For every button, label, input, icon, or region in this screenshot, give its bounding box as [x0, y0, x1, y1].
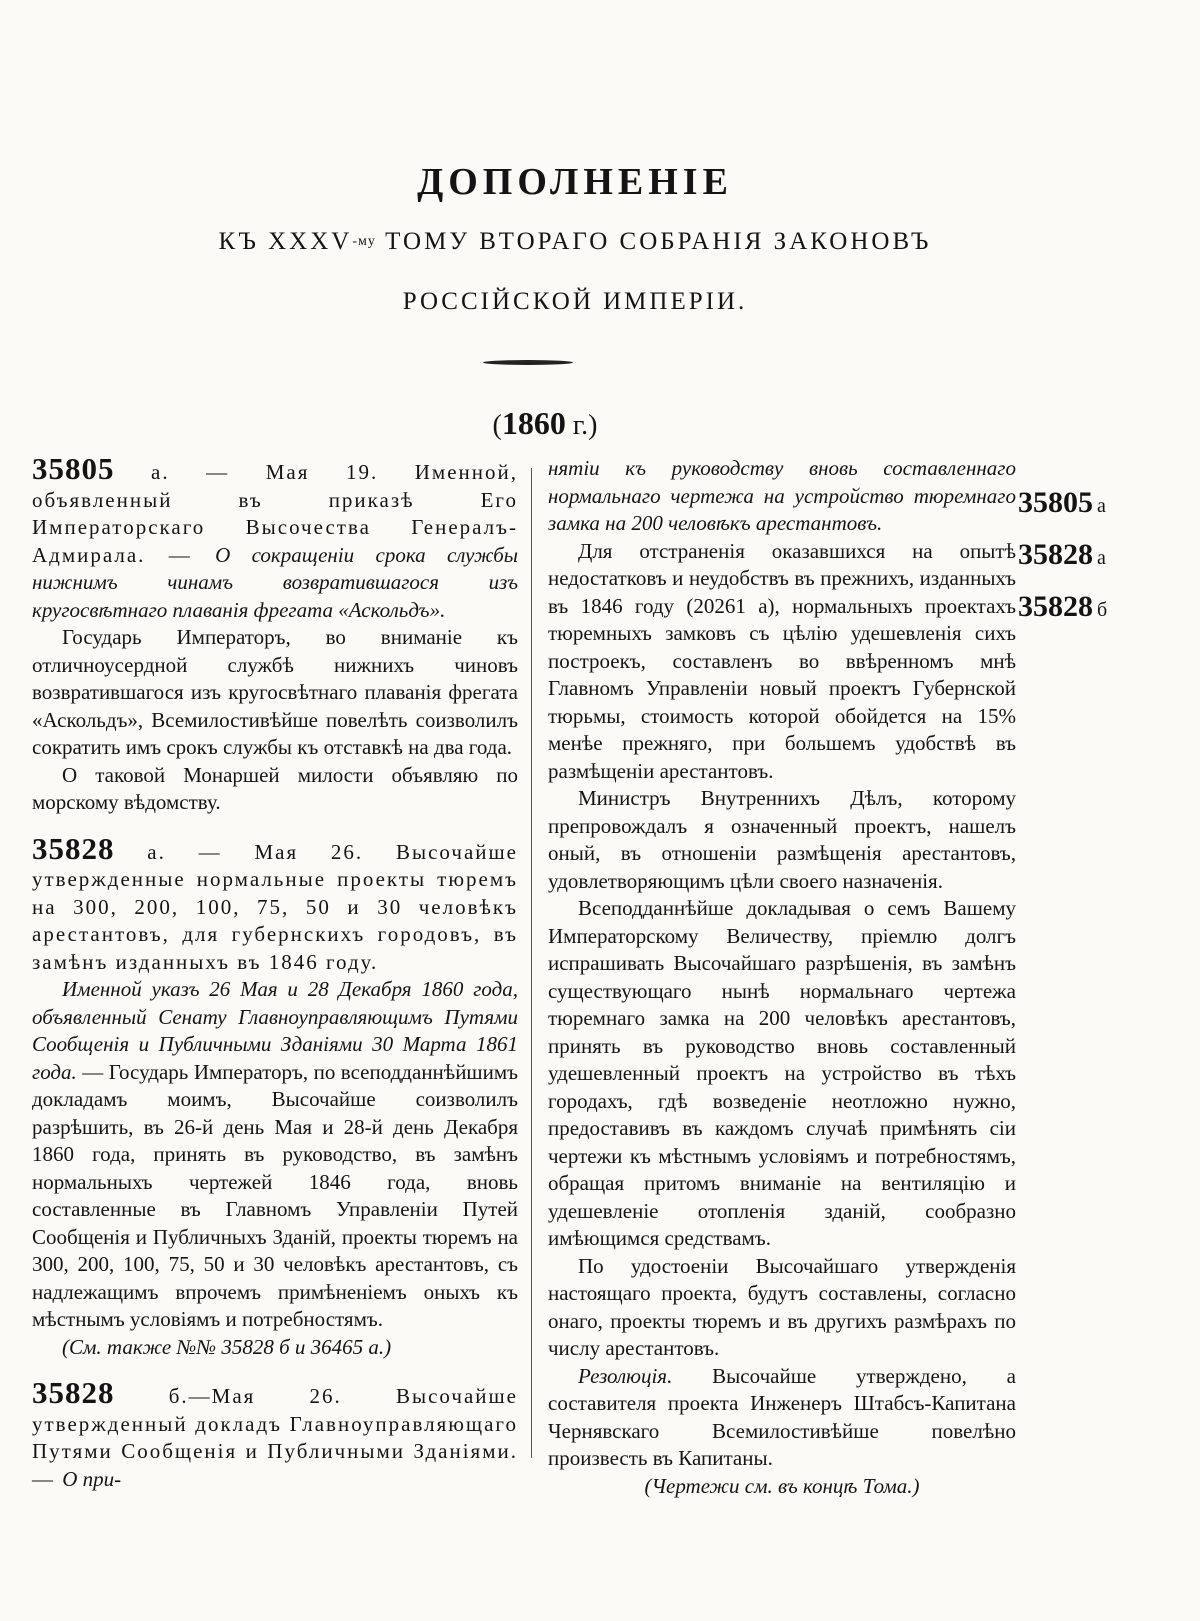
entry-heading-text: а. — Мая 19. Именной, объявленный въ приказѣ Его Императорскаго Высочества Генералъ-Адмирала. —	[32, 460, 518, 567]
subtitle-prefix: КЪ XXXV	[218, 228, 353, 255]
margin-number-suffix: а	[1097, 495, 1106, 517]
entry-number: 35828	[32, 1375, 115, 1410]
subtitle-superscript: -му	[352, 234, 376, 249]
year-heading	[0, 405, 1090, 442]
see-also-note	[32, 1334, 518, 1362]
entry-number: 35828	[32, 830, 115, 866]
decree-paragraph	[32, 976, 518, 1334]
margin-number-value: 35828	[1018, 590, 1093, 623]
entry-heading-text: б.—Мая 26. Высочайше утвержденный докладъ Главноуправляющаго Путями Сообщенія и Публичными Зданіями.—	[32, 1384, 518, 1491]
resolution-text: Высочайше утверждено, а составителя проекта Инженеръ Штабсъ-Капитана Чернявскаго Всемилостивѣйше повелѣно произвесть въ Капитаны.	[548, 1363, 1016, 1470]
entry-35828a-heading	[32, 830, 518, 977]
entry-35805a-heading	[32, 451, 518, 624]
right-column	[548, 455, 1016, 1500]
drawings-note-text: (Чертежи см. въ концѣ Тома.)	[644, 1473, 920, 1498]
page-title: ДОПОЛНЕНІЕ	[417, 161, 733, 203]
decree-body: — Государь Императоръ, по всеподданнѣйшимъ докладамъ моимъ, Высочайше соизволилъ разрѣшить, въ 26-й день Мая и 28-й день Декабря 1860 года, принять въ руководство, въ замѣнъ нормальныхъ чертежей 1846 года, вновь составленные въ Главномъ Управленіи Путей Сообщенія и Публичныхъ Зданій, проекты тюремъ на 300, 200, 100, 75, 50 и 30 человѣкъ арестантовъ, съ надлежащимъ впрочемъ примѣненіемъ оныхъ къ мѣстнымъ условіямъ и потребностямъ.	[32, 1059, 518, 1331]
subtitle-line-1	[0, 228, 1150, 256]
margin-number-suffix: а	[1097, 547, 1106, 569]
paragraph: Министръ Внутреннихъ Дѣлъ, которому препровождалъ я означенный проектъ, нашелъ оный, въ отношеніи размѣщенія арестантовъ, удовлетворяющимъ цѣли своего назначенія.	[548, 786, 1016, 893]
margin-number-value: 35805	[1018, 486, 1093, 519]
year-value: 1860	[501, 405, 566, 441]
entry-heading-text: а. — Мая 26. Высочайше утвержденные нормальные проекты тюремъ на 300, 200, 100, 75, 50 и 30 человѣкъ арестантовъ, для губернскихъ городовъ, въ замѣнъ изданныхъ въ 1846 году.	[32, 839, 518, 974]
paragraph: Государь Императоръ, во вниманіе къ отличноусердной службѣ нижнихъ чиновъ возвратившагося изъ кругосвѣтнаго плаванія фрегата «Аскольдъ», Всемилостивѣйше повелѣть соизволилъ сократить имъ срокъ службы къ отставкѣ на два года.	[32, 625, 518, 759]
subtitle-line-2: РОССІЙСКОЙ ИМПЕРІИ.	[402, 288, 748, 315]
paragraph: По удостоеніи Высочайшаго утвержденія настоящаго проекта, будутъ составлены, согласно онаго, проекты тюремъ и въ другихъ размѣрахъ по числу арестантовъ.	[548, 1253, 1016, 1360]
resolution-label: Резолюція.	[578, 1363, 673, 1388]
decree-italic: Именной указъ 26 Мая и 28 Декабря 1860 года, объявленный Сенату Главноуправляющимъ Путями Сообщенія и Публичными Зданіями 30 Марта 1861 года.	[32, 977, 518, 1084]
subtitle-rest: ТОМУ ВТОРАГО СОБРАНІЯ ЗАКОНОВЪ	[375, 228, 932, 255]
entry-35828b-heading	[32, 1375, 518, 1493]
drawings-note	[548, 1473, 1016, 1501]
continued-title	[548, 455, 1016, 538]
column-divider	[531, 468, 532, 1458]
margin-number	[1018, 590, 1107, 624]
ornamental-rule	[483, 360, 573, 365]
left-column	[32, 451, 518, 1493]
year-close: г.)	[565, 410, 598, 441]
see-also-text: (См. также №№ 35828 б и 36465 а.)	[62, 1334, 392, 1359]
margin-number-value: 35828	[1018, 538, 1093, 571]
continued-title-italic: нятіи къ руководству вновь составленнаго нормальнаго чертежа на устройство тюремнаго замка на 200 человѣкъ арестантовъ.	[548, 456, 1016, 535]
margin-number	[1018, 538, 1106, 572]
year-open: (	[492, 410, 502, 441]
margin-number-suffix: б	[1097, 599, 1108, 621]
entry-number: 35805	[32, 451, 115, 486]
resolution-paragraph	[548, 1363, 1016, 1473]
entry-title-italic: О при-	[62, 1466, 122, 1491]
entry-title-italic: О сокращеніи срока службы нижнимъ чинамъ возвратившагося изъ кругосвѣтнаго плаванія фрегата «Аскольдъ».	[32, 542, 518, 622]
paragraph: О таковой Монаршей милости объявляю по морскому вѣдомству.	[32, 762, 518, 814]
paragraph: Для отстраненія оказавшихся на опытѣ недостатковъ и неудобствъ въ прежнихъ, изданныхъ въ 1846 году (20261 а), нормальныхъ проектахъ тюремныхъ замковъ съ цѣлію удешевленія сихъ построекъ, составленъ во ввѣренномъ мнѣ Главномъ Управленіи новый проектъ Губернской тюрьмы, стоимость которой обойдется на 15% менѣе прежняго, при большемъ удобствѣ въ размѣщеніи арестантовъ.	[548, 538, 1016, 783]
paragraph: Всеподданнѣйше докладывая о семъ Вашему Императорскому Величеству, пріемлю долгъ испрашивать Высочайшаго разрѣшенія, въ замѣнъ существующаго нынѣ нормальнаго чертежа тюремнаго замка на 200 человѣкъ арестантовъ, принять въ руководство вновь составленный удешевленный проектъ на устройство въ тѣхъ городахъ, гдѣ возведеніе неотложно нужно, предоставивъ въ каждомъ случаѣ примѣнять сіи чертежи къ мѣстнымъ условіямъ и потребностямъ, обращая притомъ вниманіе на вентиляцію и удешевленіе отопленія зданій, сообразно имѣющимся средствамъ.	[548, 896, 1016, 1250]
margin-number	[1018, 486, 1106, 520]
